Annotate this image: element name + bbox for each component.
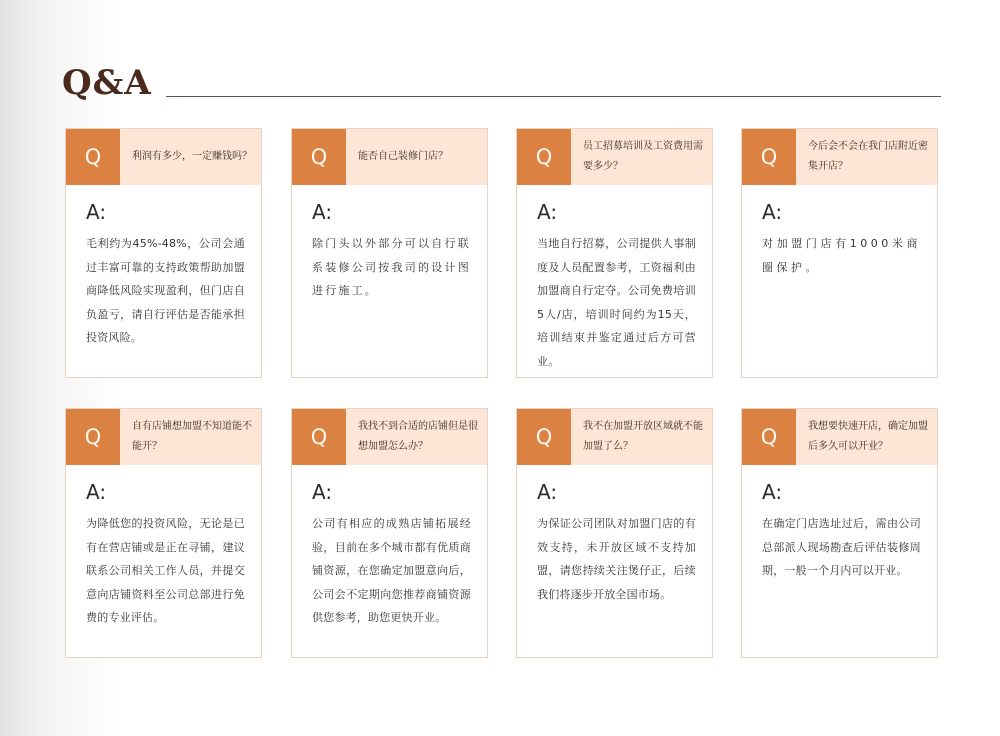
answer-text: 当地自行招募，公司提供人事制度及人员配置参考，工资福利由加盟商自行定夺。公司免费培训5人/店，培训时间约为15天，培训结束并鉴定通过后方可营业。 (537, 237, 696, 368)
q-badge: Q (742, 129, 796, 185)
qa-card-staff (516, 128, 713, 378)
answer-label: A: (537, 200, 558, 224)
answer-text: 除门头以外部分可以自行联系装修公司按我司的设计图进行施工。 (312, 237, 471, 297)
question-header (742, 409, 937, 465)
answer-label: A: (312, 480, 333, 504)
question-header (66, 129, 261, 185)
answer-label: A: (312, 200, 333, 224)
q-badge: Q (66, 129, 120, 185)
qa-card-own-store (65, 408, 262, 658)
answer-label: A: (86, 200, 107, 224)
qa-card-renovation (291, 128, 488, 378)
question-text: 自有店铺想加盟不知道能不能开？ (132, 421, 252, 452)
answer-label: A: (762, 480, 783, 504)
question-text: 利润有多少，一定赚钱吗？ (132, 151, 252, 162)
question-text: 员工招募培训及工资费用需要多少？ (583, 141, 703, 172)
qa-card-nearby-stores (741, 128, 938, 378)
question-header (66, 409, 261, 465)
qa-card-profit (65, 128, 262, 378)
q-badge: Q (742, 409, 796, 465)
answer-text: 毛利约为45%-48%，公司会通过丰富可靠的支持政策帮助加盟商降低风险实现盈利，但门店自负盈亏，请自行评估是否能承担投资风险。 (86, 237, 245, 344)
q-badge: Q (517, 409, 571, 465)
question-header (742, 129, 937, 185)
question-header (517, 129, 712, 185)
answer-text: 在确定门店选址过后，需由公司总部派人现场勘查后评估装修周期，一般一个月内可以开业。 (762, 517, 921, 577)
q-badge: Q (66, 409, 120, 465)
page-title: Q&A (62, 63, 152, 103)
answer-text: 为保证公司团队对加盟门店的有效支持，未开放区域不支持加盟，请您持续关注煲仔正，后续我们将逐步开放全国市场。 (537, 517, 696, 601)
qa-card-open-region (516, 408, 713, 658)
answer-label: A: (86, 480, 107, 504)
question-text: 今后会不会在我门店附近密集开店？ (808, 141, 928, 172)
answer-text: 对加盟门店有1000米商圈保护。 (762, 237, 921, 274)
q-badge: Q (292, 129, 346, 185)
q-badge: Q (517, 129, 571, 185)
question-header (292, 129, 487, 185)
answer-label: A: (537, 480, 558, 504)
question-text: 我想要快速开店，确定加盟后多久可以开业？ (808, 421, 928, 452)
q-badge: Q (292, 409, 346, 465)
title-divider (166, 96, 941, 97)
question-text: 能否自己装修门店？ (358, 151, 448, 162)
question-header (517, 409, 712, 465)
answer-label: A: (762, 200, 783, 224)
answer-text: 为降低您的投资风险，无论是已有在营店铺或是正在寻铺，建议联系公司相关工作人员，并提交意向店铺资料至公司总部进行免费的专业评估。 (86, 517, 245, 624)
answer-text: 公司有相应的成熟店铺拓展经验，目前在多个城市都有优质商铺资源，在您确定加盟意向后，公司会不定期向您推荐商铺资源供您参考，助您更快开业。 (312, 517, 471, 624)
qa-card-opening-time (741, 408, 938, 658)
question-header (292, 409, 487, 465)
question-text: 我找不到合适的店铺但是很想加盟怎么办？ (358, 421, 478, 452)
question-text: 我不在加盟开放区域就不能加盟了么？ (583, 421, 703, 452)
qa-card-no-store (291, 408, 488, 658)
